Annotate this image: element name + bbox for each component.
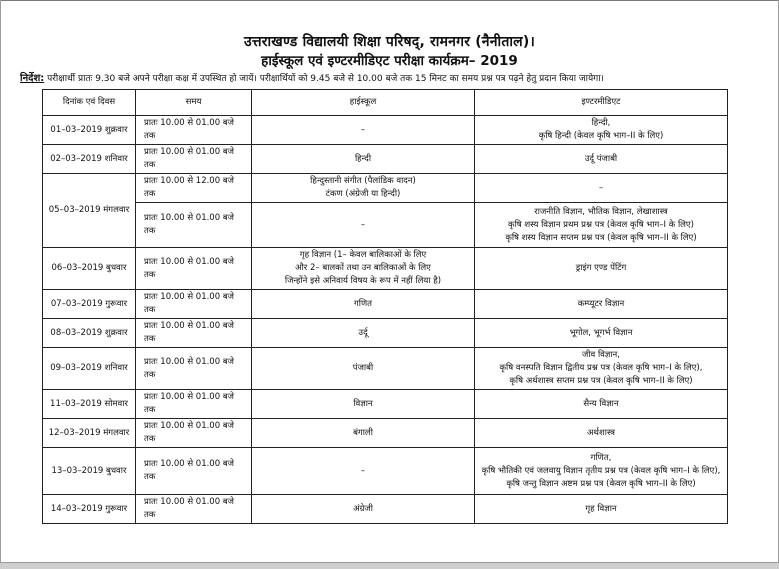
schedule-body <box>43 116 728 524</box>
column-header-date: दिनांक एवं दिवस <box>43 90 136 116</box>
intermediate-subject-cell <box>475 495 728 524</box>
board-title: उत्तराखण्ड विद्यालयी शिक्षा परिषद्, रामनगर (नैनीताल)। <box>244 34 535 50</box>
highschool-subject-cell-line: अंग्रेजी <box>353 503 373 514</box>
time-cell: प्रातः 10.00 से 01.00 बजे तक <box>136 419 252 448</box>
intermediate-subject-cell <box>475 290 728 319</box>
intermediate-subject-cell <box>475 145 728 174</box>
intermediate-subject-cell-line: हिन्दी, <box>591 118 611 128</box>
time-cell: प्रातः 10.00 से 01.00 बजे तक <box>136 248 252 290</box>
table-row <box>43 290 728 319</box>
time-cell: प्रातः 10.00 से 01.00 बजे तक <box>136 348 252 390</box>
highschool-subject-cell <box>252 319 475 348</box>
highschool-subject-cell-line: – <box>360 124 366 135</box>
intermediate-subject-cell-line: कृषि शस्य विज्ञान सप्तम प्रश्न पत्र (केवल कृषि भाग–II के लिए) <box>505 232 697 243</box>
highschool-subject-cell <box>252 248 475 290</box>
date-cell: 12–03–2019 मंगलवार <box>43 419 136 448</box>
intermediate-subject-cell-line: कृषि भौतिकी एवं जलवायु विज्ञान तृतीय प्रश्न पत्र (केवल कृषि भाग–I के लिए), <box>481 465 721 476</box>
date-cell: 13–03–2019 बुधवार <box>43 448 136 495</box>
highschool-subject-cell-line: बंगाली <box>353 427 373 438</box>
intermediate-subject-cell-line: कृषि शस्य विज्ञान प्रथम प्रश्न पत्र (केवल कृषि भाग–I के लिए) <box>508 219 694 230</box>
table-row <box>43 203 728 248</box>
table-row <box>43 116 728 145</box>
intermediate-subject-cell <box>475 448 728 495</box>
time-cell: प्रातः 10.00 से 01.00 बजे तक <box>136 290 252 319</box>
intermediate-subject-cell-line: कृषि अर्थशास्त्र सप्तम प्रश्न पत्र (केवल कृषि भाग–II के लिए) <box>509 376 693 386</box>
note-label: निर्देश: <box>20 73 45 84</box>
table-row <box>43 145 728 174</box>
table-row <box>43 390 728 419</box>
intermediate-subject-cell-line: उर्दू पंजाबी <box>584 153 618 164</box>
intermediate-subject-cell-line: अर्थशास्त्र <box>587 427 615 438</box>
date-cell: 01–03–2019 शुक्रवार <box>43 116 136 145</box>
highschool-subject-cell-line: विज्ञान <box>353 398 373 409</box>
column-header-time: समय <box>136 90 252 116</box>
highschool-subject-cell-line: और 2– बालकों तथा उन बालिकाओं के लिए <box>295 263 431 273</box>
intermediate-subject-cell <box>475 203 728 248</box>
highschool-subject-cell <box>252 290 475 319</box>
exam-schedule-table <box>42 89 728 524</box>
intermediate-subject-cell <box>475 348 728 390</box>
column-header-intermediate: इण्टरमीडिएट <box>475 90 728 116</box>
instruction-note <box>20 70 775 84</box>
time-cell: प्रातः 10.00 से 01.00 बजे तक <box>136 116 252 145</box>
intermediate-subject-cell <box>475 390 728 419</box>
highschool-subject-cell-line: – <box>360 465 366 476</box>
time-cell: प्रातः 10.00 से 12.00 बजे तक <box>136 174 252 203</box>
highschool-subject-cell-line: जिन्होंने इसे अनिवार्य विषय के रूप में नहीं लिया है) <box>284 276 442 286</box>
exam-title: हाईस्कूल एवं इण्टरमीडिएट परीक्षा कार्यक्रम– 2019 <box>261 53 518 69</box>
date-cell: 08–03–2019 शुक्रवार <box>43 319 136 348</box>
highschool-subject-cell <box>252 174 475 203</box>
intermediate-subject-cell-line: कम्प्यूटर विज्ञान <box>577 298 625 309</box>
intermediate-subject-cell <box>475 116 728 145</box>
highschool-subject-cell-line: पंजाबी <box>352 363 374 373</box>
column-header-highschool: हाईस्कूल <box>252 90 475 116</box>
intermediate-subject-cell-line: गृह विज्ञान <box>585 503 617 514</box>
highschool-subject-cell <box>252 448 475 495</box>
highschool-subject-cell-line: गणित <box>354 298 372 309</box>
highschool-subject-cell-line: हिन्दी <box>354 153 372 164</box>
highschool-subject-cell-line: हिन्दुस्तानी संगीत (पैलांडिक वादन) <box>310 176 416 186</box>
table-row <box>43 319 728 348</box>
intermediate-subject-cell <box>475 419 728 448</box>
intermediate-subject-cell-line: भूगोल, भूगर्भ विज्ञान <box>569 327 633 338</box>
date-cell: 14–03–2019 गुरूवार <box>43 495 136 524</box>
highschool-subject-cell-line: उर्दू <box>358 327 368 338</box>
table-row <box>43 348 728 390</box>
time-cell: प्रातः 10.00 से 01.00 बजे तक <box>136 390 252 419</box>
intermediate-subject-cell-line: जीव विज्ञान, <box>582 350 620 360</box>
intermediate-subject-cell <box>475 319 728 348</box>
intermediate-subject-cell-line: ड्राइंग एण्ड पेंटिंग <box>575 263 627 273</box>
time-cell: प्रातः 10.00 से 01.00 बजे तक <box>136 448 252 495</box>
table-row <box>43 174 728 203</box>
highschool-subject-cell-line: – <box>360 219 366 230</box>
window-frame-left <box>0 0 1 569</box>
intermediate-subject-cell-line: – <box>598 182 604 193</box>
highschool-subject-cell <box>252 145 475 174</box>
highschool-subject-cell <box>252 390 475 419</box>
intermediate-subject-cell <box>475 248 728 290</box>
time-cell: प्रातः 10.00 से 01.00 बजे तक <box>136 495 252 524</box>
note-text: परीक्षार्थी प्रातः 9.30 बजे अपने परीक्षा कक्ष में उपस्थित हो जायें। परीक्षार्थियों को 9.45 बजे से 10.00 बजे तक 15 मिनट का समय प्रश्न पत्र पढ़ने हेतु प्रदान किया जायेगा। <box>44 74 604 84</box>
highschool-subject-cell-line: गृह विज्ञान (1– केवल बालिकाओं के लिए <box>299 250 427 260</box>
intermediate-subject-cell-line: कृषि हिन्दी (केवल कृषि भाग–II के लिए) <box>538 131 664 141</box>
highschool-subject-cell <box>252 495 475 524</box>
date-cell: 02–03–2019 शनिवार <box>43 145 136 174</box>
table-header-row <box>43 90 728 116</box>
intermediate-subject-cell-line: राजनीति विज्ञान, भौतिक विज्ञान, लेखाशास्त्र <box>534 206 668 217</box>
table-row <box>43 419 728 448</box>
date-cell: 05–03–2019 मंगलवार <box>43 174 136 248</box>
highschool-subject-cell <box>252 419 475 448</box>
intermediate-subject-cell-line: कृषि वनस्पति विज्ञान द्वितीय प्रश्न पत्र (केवल कृषि भाग–I के लिए), <box>499 363 703 373</box>
time-cell: प्रातः 10.00 से 01.00 बजे तक <box>136 319 252 348</box>
highschool-subject-cell <box>252 116 475 145</box>
highschool-subject-cell-line: टंकण (अंग्रेजी या हिन्दी) <box>325 189 401 199</box>
intermediate-subject-cell-line: सैन्य विज्ञान <box>583 398 619 409</box>
date-cell: 09–03–2019 शनिवार <box>43 348 136 390</box>
intermediate-subject-cell-line: कृषि जन्तु विज्ञान अष्टम प्रश्न पत्र (केवल कृषि भाग–II के लिए) <box>506 478 696 489</box>
highschool-subject-cell <box>252 203 475 248</box>
date-cell: 11–03–2019 सोमवार <box>43 390 136 419</box>
table-row <box>43 495 728 524</box>
date-cell: 06–03–2019 बुधवार <box>43 248 136 290</box>
table-row <box>43 448 728 495</box>
intermediate-subject-cell-line: गणित, <box>590 452 612 463</box>
window-frame-bottom <box>0 562 779 569</box>
window-frame-top <box>0 0 779 1</box>
time-cell: प्रातः 10.00 से 01.00 बजे तक <box>136 203 252 248</box>
highschool-subject-cell <box>252 348 475 390</box>
date-cell: 07–03–2019 गुरूवार <box>43 290 136 319</box>
time-cell: प्रातः 10.00 से 01.00 बजे तक <box>136 145 252 174</box>
table-row <box>43 248 728 290</box>
intermediate-subject-cell <box>475 174 728 203</box>
